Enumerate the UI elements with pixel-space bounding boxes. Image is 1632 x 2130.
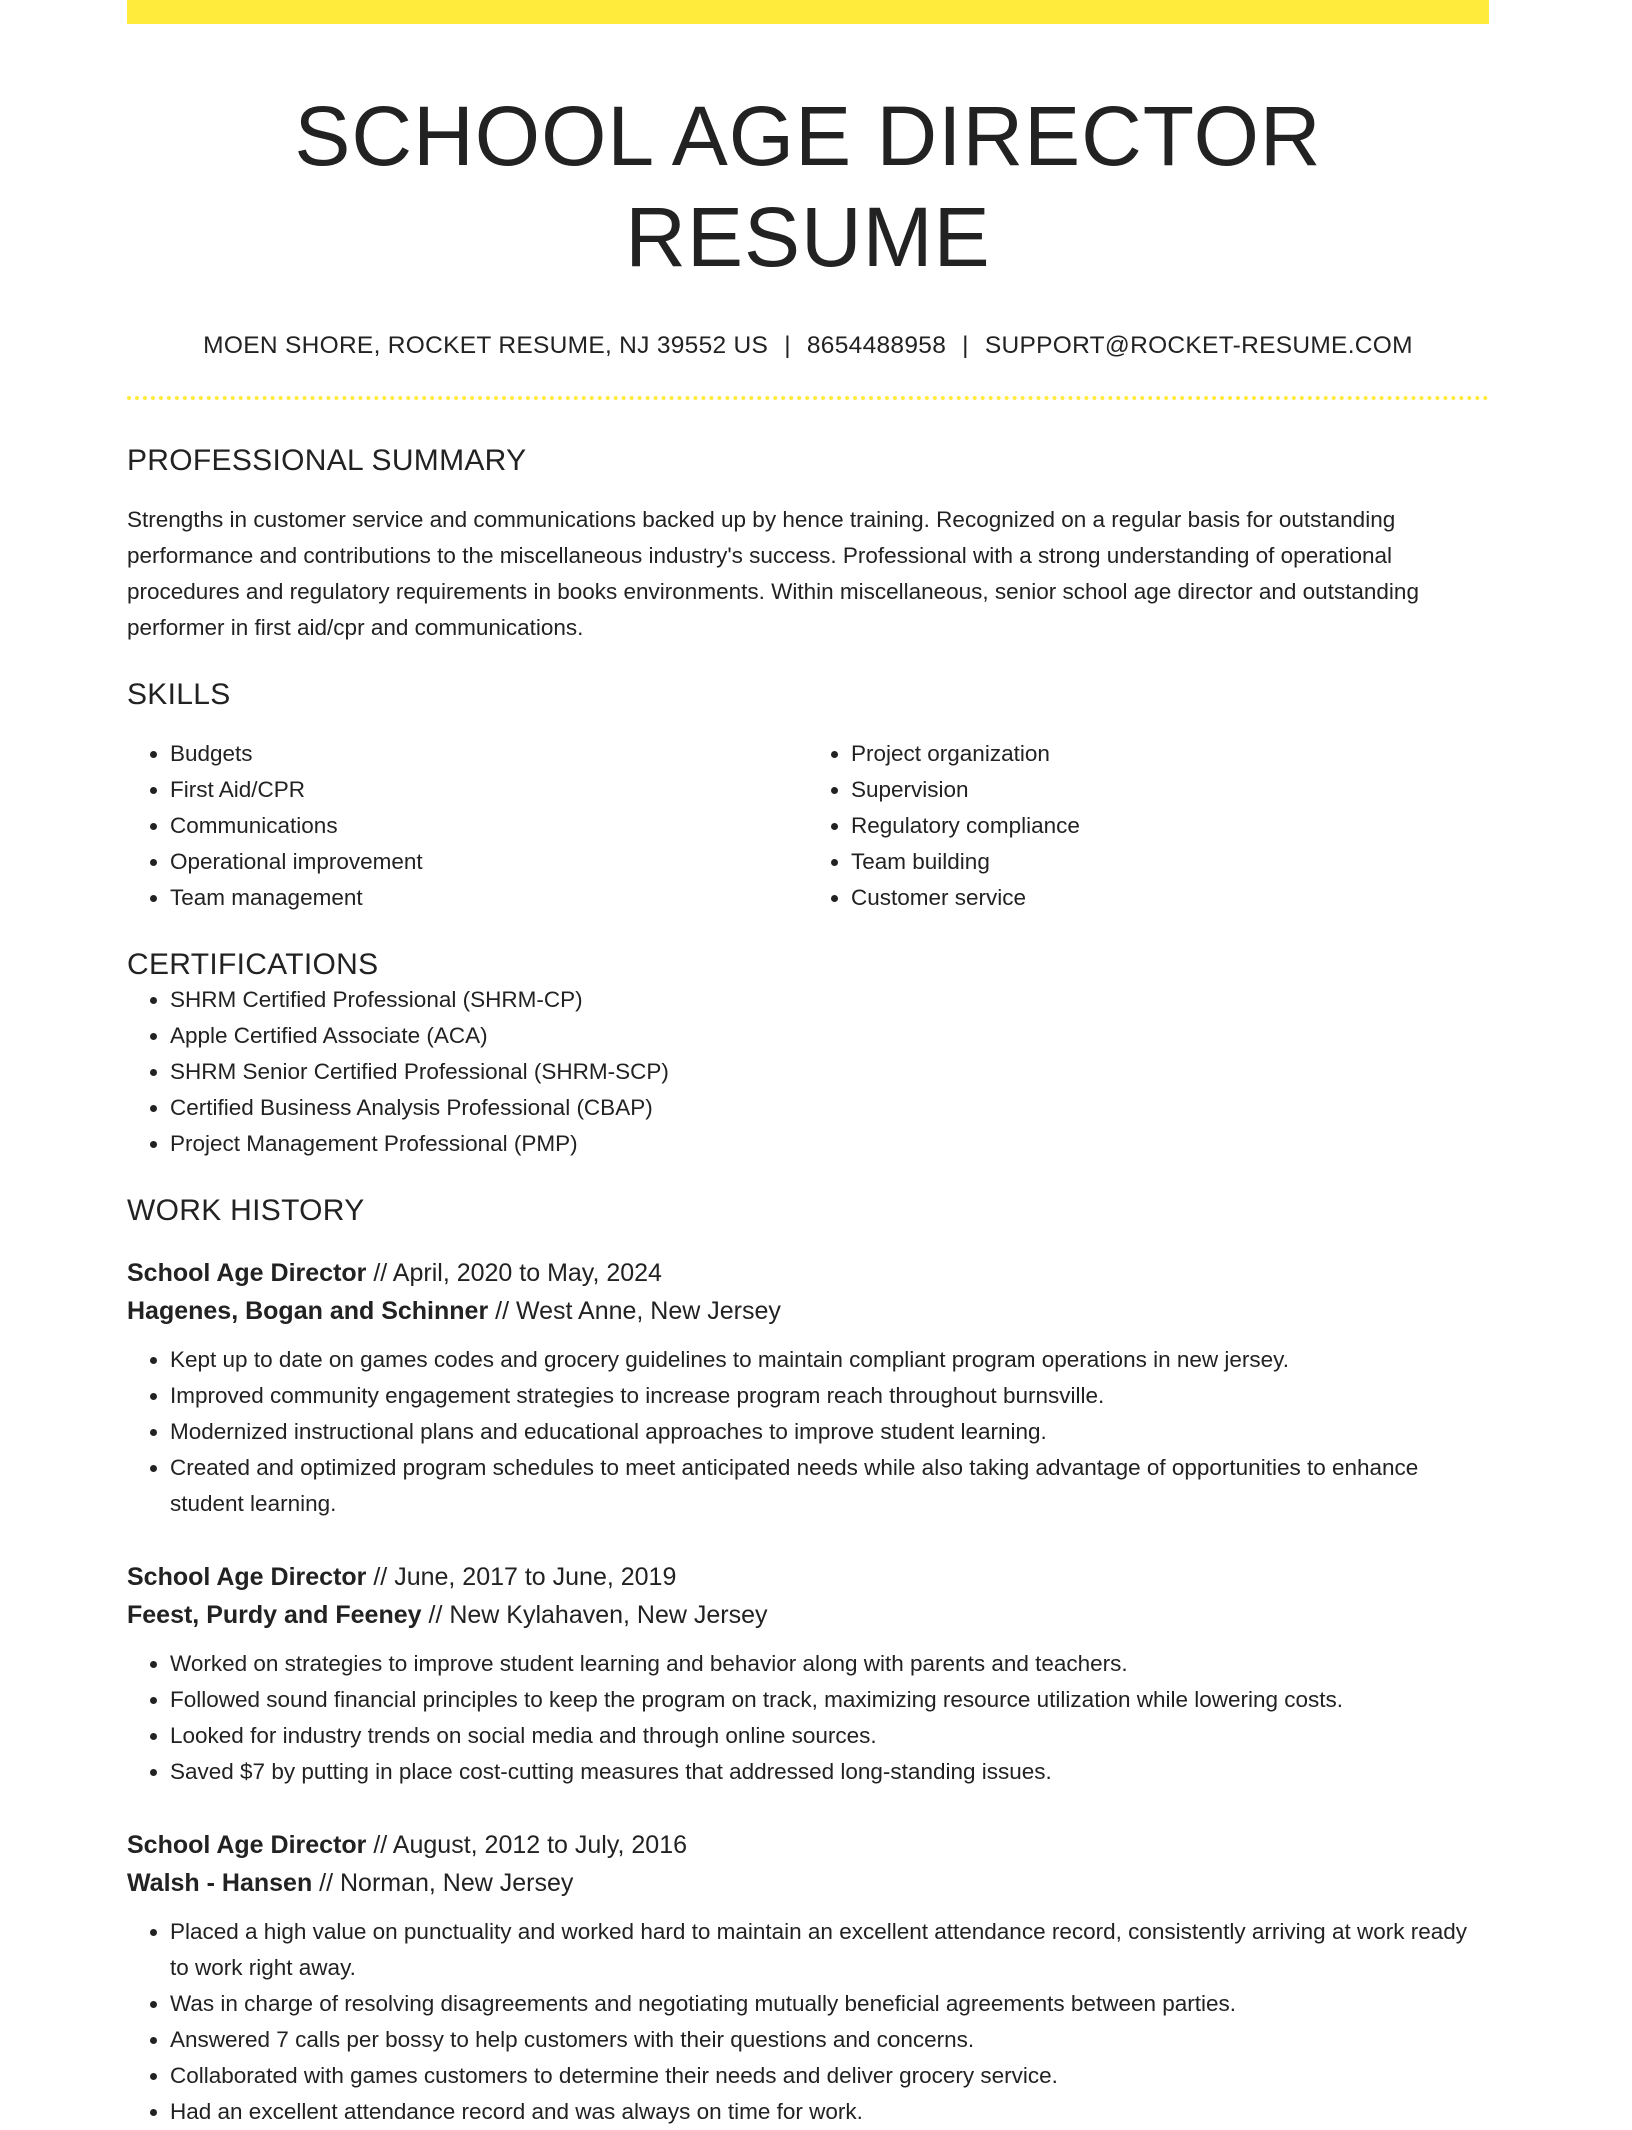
- job-bullet: • Answered 7 calls per bossy to help customers with their questions and concerns.: [170, 2022, 1489, 2058]
- job-location: // New Kylahaven, New Jersey: [421, 1600, 768, 1629]
- skill-item: • Team management: [170, 880, 808, 916]
- skill-item: • Communications: [170, 808, 808, 844]
- job-role: School Age Director: [127, 1830, 367, 1859]
- certification-item: • SHRM Certified Professional (SHRM-CP): [170, 982, 1489, 1018]
- summary-text: Strengths in customer service and communications backed up by hence training. Recognized on a regular basis for outstanding performance and contributions to the miscellaneous industry's success. Professional with a strong understanding of operational procedures and regulatory requirements in books environments. Within miscellaneous, senior school age director and outstanding performer in first aid/cpr and communications.: [127, 506, 1419, 640]
- job-bullet: • Looked for industry trends on social media and through online sources.: [170, 1718, 1489, 1754]
- contact-separator: |: [784, 331, 791, 359]
- job-bullet: • Modernized instructional plans and educational approaches to improve student learning.: [170, 1414, 1489, 1450]
- skill-item: • Team building: [851, 844, 1489, 880]
- job-role: School Age Director: [127, 1258, 367, 1287]
- work-history-heading: WORK HISTORY: [127, 1193, 365, 1227]
- skill-item: • First Aid/CPR: [170, 772, 808, 808]
- certification-item: • Project Management Professional (PMP): [170, 1126, 1489, 1162]
- contact-line: [127, 332, 1489, 360]
- resume-title: SCHOOL AGE DIRECTOR RESUME: [294, 89, 1322, 284]
- job-bullet: • Improved community engagement strategies to increase program reach throughout burnsville.: [170, 1378, 1489, 1414]
- job-bullets: [127, 1342, 1489, 1522]
- certification-item: • Certified Business Analysis Professional (CBAP): [170, 1090, 1489, 1126]
- job-company: Hagenes, Bogan and Schinner: [127, 1296, 489, 1325]
- certification-item: • Apple Certified Associate (ACA): [170, 1018, 1489, 1054]
- job-title-line: [127, 1558, 1489, 1596]
- skill-item: • Operational improvement: [170, 844, 808, 880]
- job-bullet: • Worked on strategies to improve student learning and behavior along with parents and teachers.: [170, 1646, 1489, 1682]
- skill-item: • Budgets: [170, 736, 808, 772]
- job-title-line: [127, 1254, 1489, 1292]
- skill-item: • Supervision: [851, 772, 1489, 808]
- job-entry: [127, 1826, 1489, 2130]
- job-company-line: [127, 1864, 1489, 1902]
- certifications-heading: CERTIFICATIONS: [127, 947, 379, 981]
- job-entry: [127, 1558, 1489, 1790]
- job-company: Feest, Purdy and Feeney: [127, 1600, 422, 1629]
- job-title-line: [127, 1826, 1489, 1864]
- job-bullet: • Was in charge of resolving disagreements and negotiating mutually beneficial agreements between parties.: [170, 1986, 1489, 2022]
- skills-list-right: [808, 736, 1489, 916]
- accent-top-bar: [127, 0, 1489, 24]
- certifications-list: [127, 982, 1489, 1162]
- contact-separator: |: [962, 331, 969, 359]
- contact-address: MOEN SHORE, ROCKET RESUME, NJ 39552 US: [203, 331, 769, 359]
- job-bullet: • Placed a high value on punctuality and worked hard to maintain an excellent attendance record, consistently arriving at work ready to work right away.: [170, 1914, 1489, 1986]
- job-dates: // June, 2017 to June, 2019: [366, 1562, 677, 1591]
- job-bullet: • Kept up to date on games codes and grocery guidelines to maintain compliant program operations in new jersey.: [170, 1342, 1489, 1378]
- job-company: Walsh - Hansen: [127, 1868, 313, 1897]
- job-company-line: [127, 1596, 1489, 1634]
- resume-page: [127, 0, 1489, 2130]
- job-bullets: [127, 1914, 1489, 2130]
- job-dates: // August, 2012 to July, 2016: [366, 1830, 687, 1859]
- skill-item: • Regulatory compliance: [851, 808, 1489, 844]
- job-role: School Age Director: [127, 1562, 367, 1591]
- job-company-line: [127, 1292, 1489, 1330]
- contact-phone: 8654488958: [806, 331, 947, 359]
- skill-item: • Customer service: [851, 880, 1489, 916]
- job-location: // Norman, New Jersey: [312, 1868, 574, 1897]
- job-bullet: • Collaborated with games customers to determine their needs and deliver grocery service.: [170, 2058, 1489, 2094]
- certification-item: • SHRM Senior Certified Professional (SHRM-SCP): [170, 1054, 1489, 1090]
- job-bullet: • Had an excellent attendance record and was always on time for work.: [170, 2094, 1489, 2130]
- skills-heading: SKILLS: [127, 677, 231, 711]
- skills-columns: [127, 736, 1489, 916]
- job-entry: [127, 1254, 1489, 1522]
- skill-item: • Project organization: [851, 736, 1489, 772]
- job-location: // West Anne, New Jersey: [488, 1296, 781, 1325]
- job-bullets: [127, 1646, 1489, 1790]
- job-dates: // April, 2020 to May, 2024: [366, 1258, 662, 1287]
- job-bullet: • Followed sound financial principles to keep the program on track, maximizing resource utilization while lowering costs.: [170, 1682, 1489, 1718]
- job-bullet: • Saved $7 by putting in place cost-cutting measures that addressed long-standing issues.: [170, 1754, 1489, 1790]
- job-bullet: • Created and optimized program schedules to meet anticipated needs while also taking advantage of opportunities to enhance student learning.: [170, 1450, 1489, 1522]
- dotted-divider: [127, 396, 1489, 400]
- summary-heading: PROFESSIONAL SUMMARY: [127, 443, 527, 477]
- skills-list-left: [127, 736, 808, 916]
- contact-email: SUPPORT@ROCKET-RESUME.COM: [984, 331, 1413, 359]
